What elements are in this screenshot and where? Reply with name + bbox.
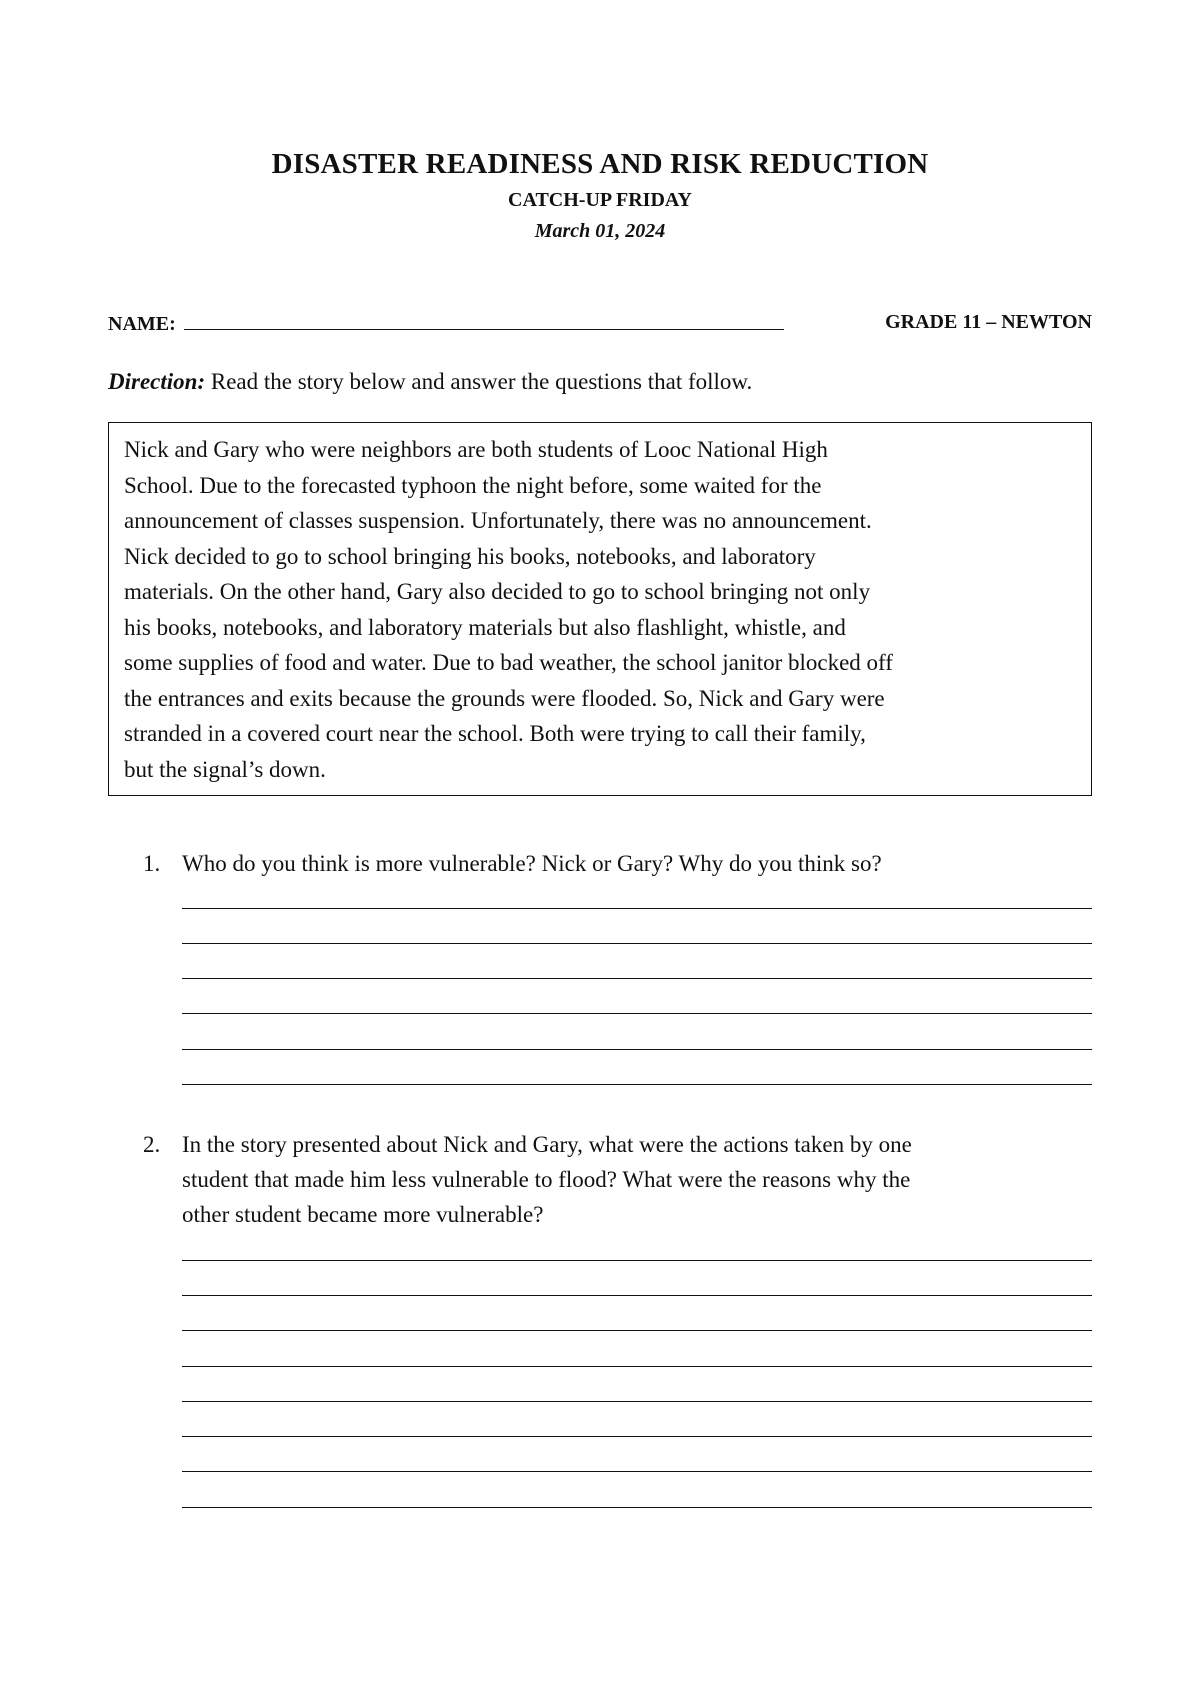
answer-line-q2[interactable] [182,1507,1092,1508]
page-title: DISASTER READINESS AND RISK REDUCTION [271,148,929,180]
answer-line-q2[interactable] [182,1260,1092,1261]
answer-line-q2[interactable] [182,1436,1092,1437]
story-line: the entrances and exits because the grounds were flooded. So, Nick and Gary were [124,685,885,711]
story-line: his books, notebooks, and laboratory materials but also flashlight, whistle, and [124,614,846,640]
answer-line-q2[interactable] [182,1401,1092,1402]
name-label: NAME: [108,313,176,335]
question-text: Who do you think is more vulnerable? Nick or Gary? Why do you think so? [182,851,882,876]
story-line: but the signal’s down. [124,756,326,782]
answer-line-q2[interactable] [182,1366,1092,1367]
page-date: March 01, 2024 [534,220,666,242]
direction [108,369,752,395]
story-line: Nick and Gary who were neighbors are both students of Looc National High [124,437,828,462]
question-text: student that made him less vulnerable to flood? What were the reasons why the [182,1167,911,1192]
answer-line-q2[interactable] [182,1295,1092,1296]
answer-line-q1[interactable] [182,1084,1092,1085]
question-text: other student became more vulnerable? [182,1202,544,1227]
question-number: 2. [143,1132,161,1157]
name-blank[interactable] [184,311,784,330]
question-2 [143,1127,912,1232]
answer-line-q1[interactable] [182,978,1092,979]
direction-label: Direction: [108,369,206,394]
question-text: In the story presented about Nick and Gary, what were the actions taken by one [182,1132,912,1157]
answer-line-q1[interactable] [182,943,1092,944]
story-line: School. Due to the forecasted typhoon the night before, some waited for the [124,472,822,498]
answer-line-q1[interactable] [182,908,1092,909]
direction-text: Read the story below and answer the questions that follow. [205,369,753,394]
story-line: some supplies of food and water. Due to bad weather, the school janitor blocked off [124,650,893,675]
story-line: stranded in a covered court near the school. Both were trying to call their family, [124,721,866,746]
page-subtitle: CATCH-UP FRIDAY [508,189,692,211]
question-number: 1. [143,851,161,876]
question-1 [143,846,882,881]
answer-line-q1[interactable] [182,1013,1092,1014]
story-line: announcement of classes suspension. Unfortunately, there was no announcement. [124,508,872,533]
answer-line-q2[interactable] [182,1330,1092,1331]
story-box [108,422,1092,796]
name-row [108,311,784,336]
answer-line-q2[interactable] [182,1471,1092,1472]
story-line: Nick decided to go to school bringing his books, notebooks, and laboratory [124,543,816,569]
grade-label: GRADE 11 – NEWTON [885,311,1092,333]
answer-line-q1[interactable] [182,1049,1092,1050]
story-line: materials. On the other hand, Gary also decided to go to school bringing not only [124,579,871,604]
